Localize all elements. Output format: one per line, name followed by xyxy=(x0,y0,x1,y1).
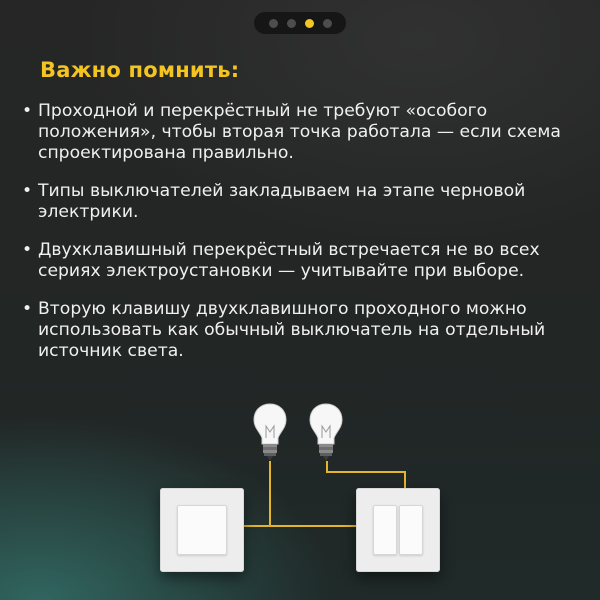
list-item xyxy=(22,240,587,282)
lightbulb-icon xyxy=(252,402,288,464)
list-item-text: Вторую клавишу двухклавишного проходного можно использовать как обычный выключатель на отдельный источник света. xyxy=(38,299,546,361)
bullet-icon: • xyxy=(22,181,33,201)
bullet-icon: • xyxy=(22,240,33,260)
pager-dot-1[interactable] xyxy=(269,19,278,28)
bullet-icon: • xyxy=(22,101,33,121)
lightbulb-icon xyxy=(308,402,344,464)
pager-dot-2[interactable] xyxy=(287,19,296,28)
list-item xyxy=(22,101,587,164)
list-item-text: Типы выключателей закладываем на этапе черновой электрики. xyxy=(38,181,526,222)
tips-list xyxy=(22,101,587,379)
pager-dot-4[interactable] xyxy=(323,19,332,28)
wire xyxy=(270,525,370,527)
pager-dot-3-active[interactable] xyxy=(305,19,314,28)
carousel-pager[interactable] xyxy=(254,12,346,34)
list-item-text: Двухклавишный перекрёстный встречается не во всех сериях электроустановки — учитывайте при выборе. xyxy=(38,240,540,281)
switch-rocker xyxy=(177,505,227,555)
list-item xyxy=(22,181,587,223)
bullet-icon: • xyxy=(22,299,33,319)
single-rocker-switch xyxy=(160,488,244,572)
wire xyxy=(326,471,406,473)
section-heading: Важно помнить: xyxy=(40,58,240,82)
list-item-text: Проходной и перекрёстный не требуют «особого положения», чтобы вторая точка работала — если схема спроектирована правильно. xyxy=(38,101,561,163)
switch-rocker-right xyxy=(399,505,423,555)
list-item xyxy=(22,299,587,362)
wire xyxy=(269,461,271,526)
switch-rocker-left xyxy=(373,505,397,555)
double-rocker-switch xyxy=(356,488,440,572)
